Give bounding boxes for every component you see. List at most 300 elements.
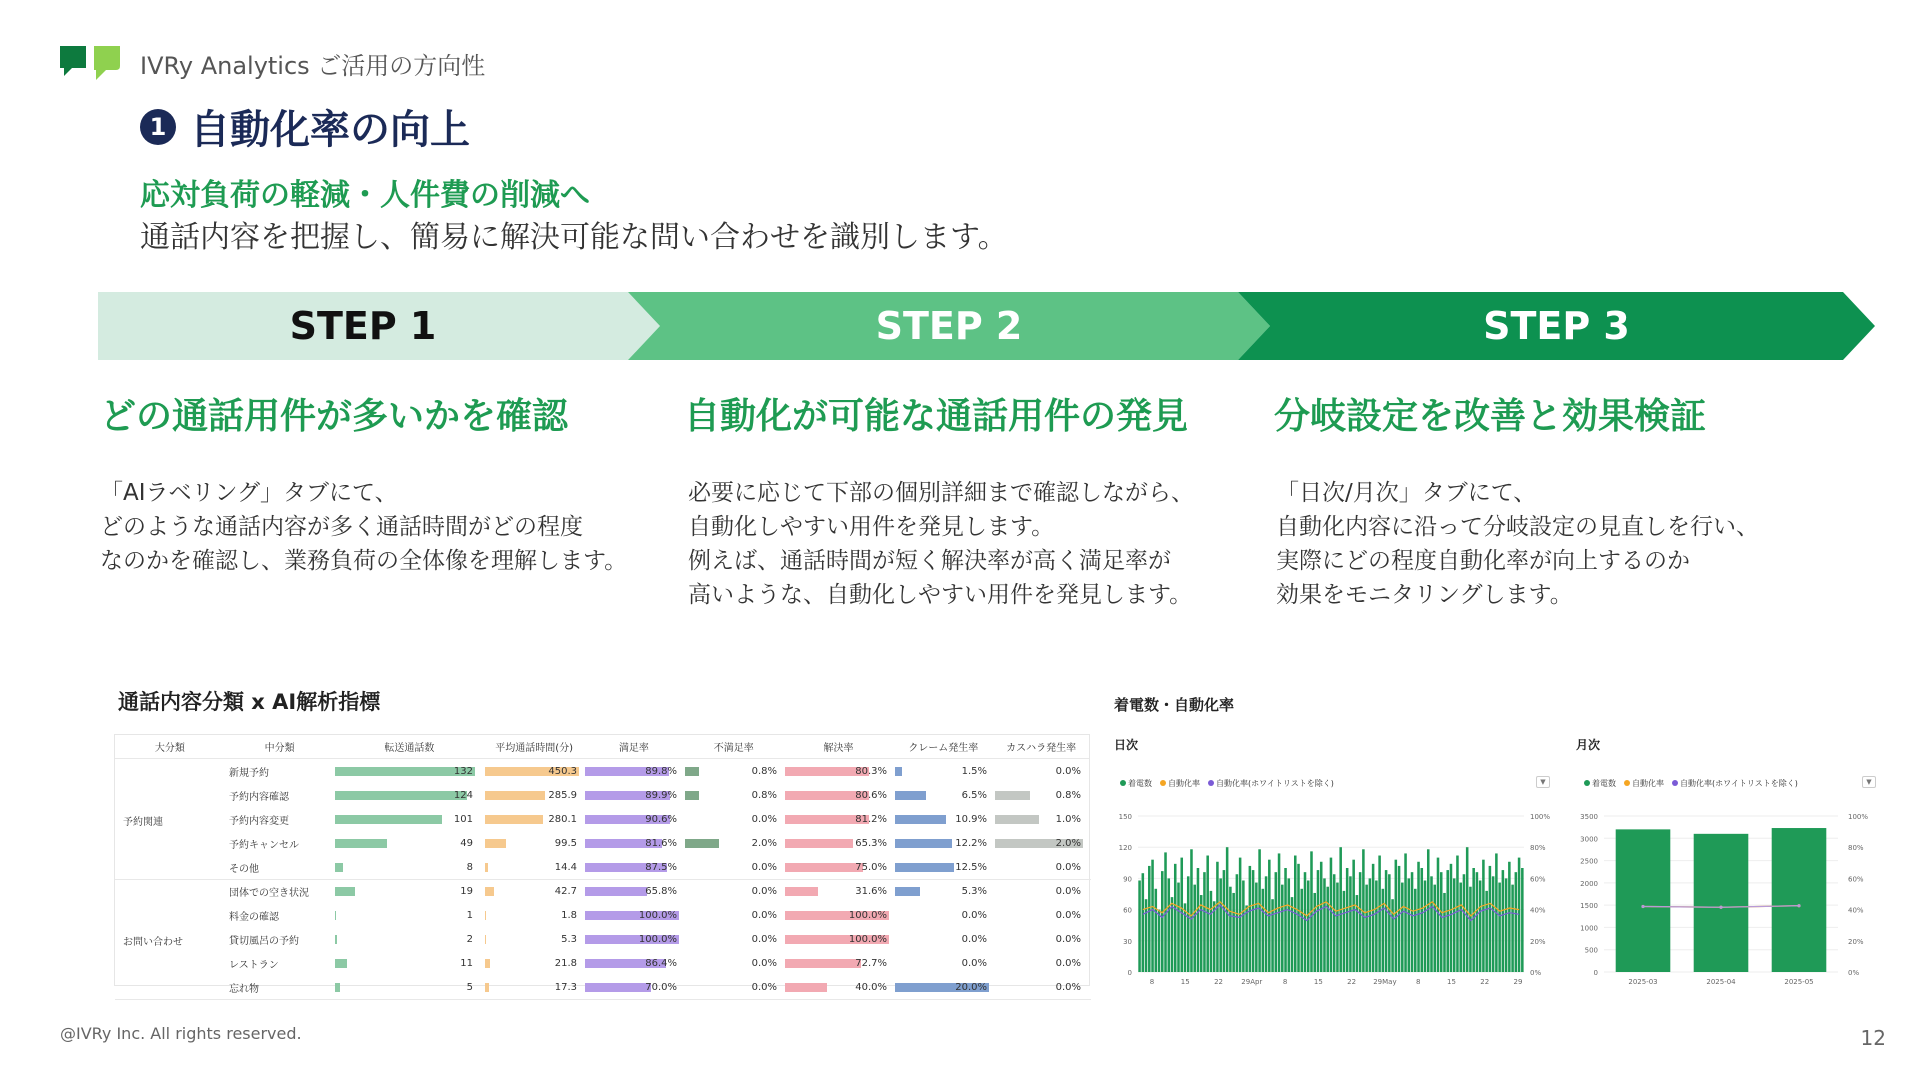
daily-call-bar	[1275, 872, 1278, 972]
daily-call-bar	[1343, 891, 1346, 972]
x-tick-label: 2025-04	[1706, 978, 1736, 986]
avg-time-value: 280.1	[548, 813, 577, 825]
daily-call-bar	[1323, 878, 1326, 972]
daily-call-bar	[1349, 876, 1352, 972]
y-tick-label: 3500	[1580, 813, 1598, 821]
y2-tick-label: 20%	[1530, 937, 1546, 946]
daily-call-bar	[1430, 876, 1433, 972]
y2-tick-label: 20%	[1848, 937, 1864, 946]
daily-call-bar	[1508, 862, 1511, 972]
step3-body-line: 自動化内容に沿って分岐設定の見直しを行い、	[1276, 514, 1759, 540]
page-number: 12	[1860, 1026, 1886, 1050]
daily-call-bar	[1161, 871, 1164, 972]
claim-value: 6.5%	[961, 789, 987, 801]
subcategory-label: レストラン	[229, 959, 279, 971]
table-row[interactable]	[115, 855, 1091, 879]
daily-call-bar	[1203, 872, 1206, 972]
daily-call-bar	[1258, 849, 1261, 972]
daily-call-bar	[1472, 868, 1475, 972]
daily-call-bar	[1167, 878, 1170, 972]
daily-call-bar	[1320, 862, 1323, 972]
legend-dot-icon	[1120, 780, 1126, 786]
x-tick-label: 29	[1513, 978, 1523, 986]
daily-call-bar	[1200, 895, 1203, 972]
legend-label: 自動化率(ホワイトリストを除く)	[1680, 779, 1798, 788]
dissatisfaction-value: 0.0%	[751, 933, 777, 945]
brand-text: IVRy Analytics ご活用の方向性	[140, 52, 486, 80]
step3-body-line: 実際にどの程度自動化率が向上するのか	[1276, 548, 1690, 574]
step1-title: どの通話用件が多いかを確認	[100, 396, 569, 437]
step3-body	[1276, 476, 1759, 612]
section-number-badge: 1	[140, 109, 176, 145]
daily-call-bar	[1485, 891, 1488, 972]
step-arrows	[98, 292, 1878, 360]
legend-dot-icon	[1672, 780, 1678, 786]
daily-call-bar	[1382, 889, 1385, 972]
count-value: 2	[466, 933, 473, 945]
daily-call-bar	[1427, 849, 1430, 972]
daily-call-bar	[1158, 910, 1161, 972]
daily-chart	[1114, 800, 1550, 990]
step1-body-line: 「AIラベリング」タブにて、	[100, 480, 398, 506]
step3-body-line: 「日次/月次」タブにて、	[1276, 480, 1537, 506]
y2-tick-label: 100%	[1530, 813, 1551, 821]
resolution-value: 80.6%	[855, 789, 887, 801]
daily-call-bar	[1142, 873, 1145, 972]
legend-label: 自動化率	[1632, 779, 1664, 788]
daily-call-bar	[1476, 872, 1479, 972]
satisfaction-value: 65.8%	[645, 885, 677, 897]
y2-tick-label: 40%	[1530, 906, 1546, 915]
legend-dot-icon	[1624, 780, 1630, 786]
daily-call-bar	[1184, 903, 1187, 972]
subcategory-label: 予約内容確認	[229, 791, 289, 803]
claim-value: 10.9%	[955, 813, 987, 825]
daily-call-bar	[1408, 878, 1411, 972]
x-tick-label: 8	[1149, 978, 1155, 986]
footer-copyright: @IVRy Inc. All rights reserved.	[60, 1024, 302, 1043]
step1-body	[100, 476, 627, 578]
y2-tick-label: 100%	[1848, 813, 1869, 821]
avg-time-value: 285.9	[548, 789, 577, 801]
daily-call-bar	[1378, 856, 1381, 972]
y2-tick-label: 80%	[1530, 844, 1546, 853]
claim-value: 0.0%	[961, 933, 987, 945]
satisfaction-value: 89.9%	[645, 789, 677, 801]
x-tick-label: 15	[1180, 978, 1190, 986]
legend-label: 着電数	[1592, 779, 1616, 788]
y2-tick-label: 40%	[1848, 906, 1864, 915]
daily-call-bar	[1262, 889, 1265, 972]
y-tick-label: 3000	[1580, 835, 1598, 844]
x-tick-label: 22	[1480, 978, 1490, 986]
step1-label: STEP 1	[289, 304, 437, 348]
daily-call-bar	[1307, 880, 1310, 972]
count-value: 8	[466, 861, 473, 873]
daily-call-bar	[1433, 885, 1436, 972]
daily-call-bar	[1369, 878, 1372, 972]
legend-item	[1160, 778, 1200, 789]
avg-time-value: 1.8	[561, 909, 577, 921]
daily-call-bar	[1466, 847, 1469, 972]
x-tick-label: 15	[1313, 978, 1323, 986]
harassment-value: 2.0%	[1055, 837, 1081, 849]
table-row[interactable]	[115, 951, 1091, 975]
claim-value: 20.0%	[955, 981, 987, 993]
daily-call-bar	[1291, 897, 1294, 972]
dissatisfaction-value: 0.0%	[751, 813, 777, 825]
daily-call-bar	[1304, 872, 1307, 972]
avg-time-value: 17.3	[554, 981, 577, 993]
satisfaction-value: 89.8%	[645, 765, 677, 777]
resolution-value: 31.6%	[855, 885, 887, 897]
subcategory-label: 貸切風呂の予約	[229, 935, 299, 947]
claim-value: 12.5%	[955, 861, 987, 873]
daily-call-bar	[1515, 872, 1518, 972]
daily-call-bar	[1359, 872, 1362, 972]
table-row[interactable]	[115, 903, 1091, 927]
subcategory-label: 予約内容変更	[229, 815, 289, 827]
table-row[interactable]	[115, 759, 1091, 783]
daily-call-bar	[1229, 887, 1232, 972]
daily-call-bar	[1249, 866, 1252, 972]
charts-panel-title: 着電数・自動化率	[1114, 696, 1235, 714]
table-row[interactable]	[115, 831, 1091, 855]
count-value: 101	[453, 813, 473, 825]
daily-call-bar	[1414, 889, 1417, 972]
legend-label: 着電数	[1128, 779, 1152, 788]
harassment-value: 0.8%	[1055, 789, 1081, 801]
daily-call-bar	[1502, 870, 1505, 972]
daily-call-bar	[1155, 889, 1158, 972]
column-header[interactable]: 平均通話時間(分)	[495, 743, 574, 754]
daily-call-bar	[1297, 864, 1300, 972]
avg-time-value: 14.4	[554, 861, 577, 873]
daily-call-bar	[1242, 880, 1245, 972]
legend-item	[1120, 778, 1152, 789]
avg-time-value: 42.7	[554, 885, 577, 897]
daily-call-bar	[1265, 876, 1268, 972]
daily-call-bar	[1145, 899, 1148, 972]
daily-call-bar	[1450, 864, 1453, 972]
harassment-value: 0.0%	[1055, 765, 1081, 777]
daily-call-bar	[1219, 878, 1222, 972]
subcategory-label: 忘れ物	[229, 983, 259, 995]
monthly-call-bar	[1616, 829, 1671, 972]
x-tick-label: 2025-05	[1784, 978, 1814, 986]
y-tick-label: 30	[1123, 937, 1132, 946]
resolution-value: 100.0%	[848, 909, 887, 921]
daily-call-bar	[1177, 883, 1180, 972]
step2-title: 自動化が可能な通話用件の発見	[684, 396, 1189, 437]
monthly-call-bar	[1772, 828, 1827, 972]
column-header[interactable]: 解決率	[823, 743, 854, 754]
subcategory-label: 団体での空き状況	[229, 887, 309, 899]
daily-call-bar	[1281, 885, 1284, 972]
subhead: 応対負荷の軽減・人件費の削減へ	[140, 178, 590, 213]
legend-item	[1672, 778, 1798, 789]
ivry-logo	[60, 44, 124, 80]
y-tick-label: 0	[1127, 969, 1132, 977]
automation-rate-excl-line-point	[1641, 905, 1644, 908]
avg-time-value: 99.5	[554, 837, 577, 849]
claim-value: 1.5%	[961, 765, 987, 777]
daily-call-bar	[1326, 887, 1329, 972]
claim-value: 12.2%	[955, 837, 987, 849]
daily-call-bar	[1190, 849, 1193, 972]
dissatisfaction-value: 2.0%	[751, 837, 777, 849]
y-tick-label: 0	[1593, 969, 1598, 977]
section-title	[140, 98, 470, 155]
lead-text: 通話内容を把握し、簡易に解決可能な問い合わせを識別します。	[140, 220, 1008, 255]
daily-call-bar	[1210, 891, 1213, 972]
claim-value: 5.3%	[961, 885, 987, 897]
daily-call-bar	[1489, 866, 1492, 972]
step2-body-line: 自動化しやすい用件を発見します。	[688, 514, 1055, 540]
daily-call-bar	[1255, 883, 1258, 972]
column-header[interactable]: カスハラ発生率	[1006, 743, 1077, 754]
subcategory-label: 新規予約	[229, 767, 269, 779]
avg-time-value: 450.3	[548, 765, 577, 777]
column-header[interactable]: 不満足率	[713, 743, 754, 754]
daily-call-bar	[1313, 893, 1316, 972]
daily-call-bar	[1138, 880, 1141, 972]
subcategory-label: その他	[229, 863, 259, 875]
daily-call-bar	[1463, 874, 1466, 972]
step1-body-line: どのような通話内容が多く通話時間がどの程度	[100, 514, 583, 540]
daily-call-bar	[1352, 860, 1355, 972]
y-tick-label: 150	[1118, 813, 1132, 821]
monthly-filter-icon[interactable]: ▼	[1862, 776, 1876, 788]
step1-body-line: なのかを確認し、業務負荷の全体像を理解します。	[100, 548, 628, 574]
daily-call-bar	[1391, 899, 1394, 972]
dissatisfaction-value: 0.0%	[751, 957, 777, 969]
resolution-value: 75.0%	[855, 861, 887, 873]
daily-call-bar	[1385, 870, 1388, 972]
daily-call-bar	[1232, 893, 1235, 972]
resolution-value: 100.0%	[848, 933, 887, 945]
daily-call-bar	[1148, 866, 1151, 972]
daily-call-bar	[1151, 860, 1154, 972]
daily-call-bar	[1424, 880, 1427, 972]
subcategory-label: 予約キャンセル	[229, 839, 299, 851]
y2-tick-label: 0%	[1530, 969, 1542, 977]
daily-call-bar	[1482, 860, 1485, 972]
dissatisfaction-value: 0.0%	[751, 909, 777, 921]
daily-call-bar	[1216, 862, 1219, 972]
daily-call-bar	[1398, 866, 1401, 972]
count-value: 1	[466, 909, 473, 921]
resolution-value: 80.3%	[855, 765, 887, 777]
column-header[interactable]: 大分類	[154, 743, 185, 754]
harassment-value: 0.0%	[1055, 885, 1081, 897]
harassment-value: 0.0%	[1055, 861, 1081, 873]
x-tick-label: 22	[1347, 978, 1357, 986]
group-divider	[115, 999, 1091, 1000]
legend-label: 自動化率(ホワイトリストを除く)	[1216, 779, 1334, 788]
count-value: 19	[460, 885, 473, 897]
daily-call-bar	[1498, 883, 1501, 972]
daily-call-bar	[1346, 868, 1349, 972]
harassment-value: 0.0%	[1055, 909, 1081, 921]
claim-value: 0.0%	[961, 957, 987, 969]
daily-call-bar	[1456, 856, 1459, 972]
count-value: 132	[453, 765, 473, 777]
daily-filter-icon[interactable]: ▼	[1536, 776, 1550, 788]
daily-call-bar	[1333, 874, 1336, 972]
y-tick-label: 2000	[1580, 879, 1598, 888]
avg-time-value: 21.8	[554, 957, 577, 969]
dissatisfaction-value: 0.0%	[751, 861, 777, 873]
y-tick-label: 60	[1123, 906, 1132, 915]
y-tick-label: 1000	[1580, 924, 1598, 933]
daily-legend	[1120, 778, 1334, 789]
daily-call-bar	[1479, 880, 1482, 972]
legend-label: 自動化率	[1168, 779, 1200, 788]
table-header-row	[115, 735, 1089, 759]
x-tick-label: 8	[1415, 978, 1421, 986]
resolution-value: 65.3%	[855, 837, 887, 849]
x-tick-label: 2025-03	[1628, 978, 1658, 986]
satisfaction-value: 87.5%	[645, 861, 677, 873]
y2-tick-label: 60%	[1848, 875, 1864, 884]
column-header[interactable]: 中分類	[264, 743, 295, 754]
daily-call-bar	[1223, 870, 1226, 972]
resolution-value: 40.0%	[855, 981, 887, 993]
resolution-value: 81.2%	[855, 813, 887, 825]
daily-call-bar	[1511, 885, 1514, 972]
column-header[interactable]: 転送通話数	[384, 743, 435, 754]
step2-body-line: 高いような、自動化しやすい用件を発見します。	[688, 582, 1193, 608]
daily-call-bar	[1284, 868, 1287, 972]
step2-body-line: 必要に応じて下部の個別詳細まで確認しながら、	[688, 480, 1194, 506]
automation-rate-excl-line-point	[1719, 906, 1722, 909]
x-tick-label: 29Apr	[1241, 978, 1263, 986]
daily-call-bar	[1440, 872, 1443, 972]
daily-call-bar	[1411, 872, 1414, 972]
daily-call-bar	[1453, 878, 1456, 972]
daily-call-bar	[1288, 878, 1291, 972]
automation-rate-excl-line-point	[1797, 904, 1800, 907]
y-tick-label: 120	[1118, 844, 1132, 853]
category-label: 予約関連	[123, 817, 163, 828]
step2-body	[688, 476, 1194, 612]
daily-call-bar	[1372, 864, 1375, 972]
harassment-value: 0.0%	[1055, 933, 1081, 945]
daily-call-bar	[1443, 893, 1446, 972]
daily-call-bar	[1492, 876, 1495, 972]
y2-tick-label: 60%	[1530, 875, 1546, 884]
table-row[interactable]	[115, 879, 1091, 903]
dissatisfaction-value: 0.0%	[751, 885, 777, 897]
column-header[interactable]: 満足率	[618, 743, 649, 754]
analysis-table	[114, 734, 1090, 995]
table-row[interactable]	[115, 783, 1091, 807]
daily-call-bar	[1336, 883, 1339, 972]
x-tick-label: 8	[1282, 978, 1288, 986]
daily-call-bar	[1236, 874, 1239, 972]
daily-call-bar	[1505, 878, 1508, 972]
x-tick-label: 29May	[1373, 978, 1397, 986]
daily-call-bar	[1330, 858, 1333, 972]
x-tick-label: 22	[1214, 978, 1224, 986]
daily-call-bar	[1446, 870, 1449, 972]
y-tick-label: 500	[1584, 946, 1598, 955]
satisfaction-value: 100.0%	[638, 933, 677, 945]
section-title-text: 自動化率の向上	[190, 107, 470, 153]
legend-item	[1584, 778, 1616, 789]
daily-call-bar	[1317, 870, 1320, 972]
daily-call-bar	[1180, 858, 1183, 972]
count-value: 124	[453, 789, 473, 801]
daily-call-bar	[1421, 868, 1424, 972]
y-tick-label: 90	[1123, 875, 1132, 884]
step3-body-line: 効果をモニタリングします。	[1276, 582, 1573, 608]
dissatisfaction-value: 0.8%	[751, 765, 777, 777]
category-label: お問い合わせ	[123, 937, 183, 948]
monthly-call-bar	[1694, 834, 1749, 972]
step2-body-line: 例えば、通話時間が短く解決率が高く満足率が	[688, 548, 1171, 574]
daily-call-bar	[1469, 887, 1472, 972]
satisfaction-value: 100.0%	[638, 909, 677, 921]
daily-call-bar	[1375, 880, 1378, 972]
table-row[interactable]	[115, 927, 1091, 951]
legend-dot-icon	[1208, 780, 1214, 786]
step3-label: STEP 3	[1483, 304, 1630, 348]
table-row[interactable]	[115, 807, 1091, 831]
harassment-value: 1.0%	[1055, 813, 1081, 825]
daily-call-bar	[1245, 905, 1248, 972]
legend-dot-icon	[1584, 780, 1590, 786]
daily-call-bar	[1174, 864, 1177, 972]
satisfaction-value: 70.0%	[645, 981, 677, 993]
daily-call-bar	[1388, 874, 1391, 972]
daily-call-bar	[1417, 862, 1420, 972]
daily-call-bar	[1193, 885, 1196, 972]
claim-value: 0.0%	[961, 909, 987, 921]
legend-item	[1208, 778, 1334, 789]
y-tick-label: 2500	[1580, 857, 1598, 866]
monthly-chart-title: 月次	[1576, 738, 1601, 752]
count-value: 49	[460, 837, 473, 849]
column-header[interactable]: クレーム発生率	[908, 743, 979, 754]
daily-call-bar	[1300, 889, 1303, 972]
subcategory-label: 料金の確認	[229, 911, 279, 923]
y2-tick-label: 0%	[1848, 969, 1860, 977]
step2-label: STEP 2	[875, 304, 1023, 348]
legend-item	[1624, 778, 1664, 789]
daily-chart-title: 日次	[1114, 738, 1139, 752]
satisfaction-value: 90.6%	[645, 813, 677, 825]
satisfaction-value: 86.4%	[645, 957, 677, 969]
y-tick-label: 1500	[1580, 902, 1598, 911]
monthly-chart	[1576, 800, 1880, 990]
table-row[interactable]	[115, 975, 1091, 999]
table-title: 通話内容分類 x AI解析指標	[118, 690, 381, 714]
monthly-legend	[1584, 778, 1798, 789]
daily-call-bar	[1197, 868, 1200, 972]
resolution-value: 72.7%	[855, 957, 887, 969]
harassment-value: 0.0%	[1055, 981, 1081, 993]
harassment-value: 0.0%	[1055, 957, 1081, 969]
count-value: 11	[460, 957, 473, 969]
daily-call-bar	[1401, 883, 1404, 972]
legend-dot-icon	[1160, 780, 1166, 786]
daily-call-bar	[1459, 883, 1462, 972]
x-tick-label: 15	[1446, 978, 1456, 986]
satisfaction-value: 81.6%	[645, 837, 677, 849]
dissatisfaction-value: 0.0%	[751, 981, 777, 993]
